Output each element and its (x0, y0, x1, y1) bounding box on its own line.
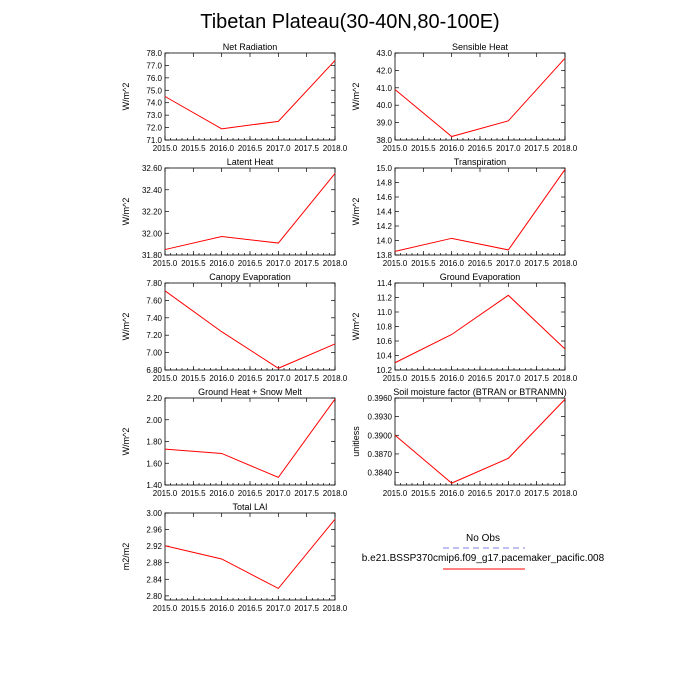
x-tick-label: 2018.0 (322, 374, 348, 383)
x-tick-label: 2016.0 (439, 489, 464, 498)
x-tick-label: 2016.0 (439, 374, 464, 383)
y-tick-label: 32.40 (141, 185, 162, 195)
series-line (395, 399, 565, 483)
x-tick-label: 2016.0 (209, 259, 234, 268)
y-tick-label: 7.20 (146, 331, 162, 341)
plot-frame (395, 283, 565, 370)
y-tick-label: 32.60 (141, 164, 162, 173)
plot-frame (165, 168, 335, 255)
x-tick-label: 2018.0 (322, 604, 348, 613)
x-tick-label: 2017.5 (294, 374, 319, 383)
series-line (165, 173, 335, 249)
y-tick-label: 2.80 (146, 591, 162, 601)
x-tick-label: 2018.0 (322, 259, 348, 268)
y-axis-label: unitless (351, 426, 361, 457)
x-tick-label: 2017.5 (294, 604, 319, 613)
panel-8 (351, 387, 578, 498)
y-tick-label: 0.3930 (367, 412, 392, 422)
x-tick-label: 2016.5 (467, 374, 493, 383)
panel-title: Ground Evaporation (439, 272, 521, 282)
x-tick-label: 2017.5 (524, 144, 549, 153)
x-tick-label: 2016.5 (467, 259, 493, 268)
y-tick-label: 14.8 (376, 178, 392, 188)
series-line (165, 60, 335, 128)
y-tick-label: 7.80 (146, 279, 162, 288)
x-tick-label: 2015.5 (181, 374, 206, 383)
y-tick-label: 39.0 (376, 118, 392, 128)
y-tick-label: 11.2 (377, 293, 392, 303)
y-tick-label: 2.96 (146, 525, 162, 535)
y-tick-label: 74.0 (146, 98, 162, 108)
y-tick-label: 73.0 (146, 111, 162, 121)
y-tick-label: 2.92 (146, 542, 162, 552)
y-tick-label: 43.0 (376, 49, 392, 58)
x-tick-label: 2018.0 (552, 259, 578, 268)
y-tick-label: 76.0 (146, 73, 162, 83)
x-tick-label: 2017.0 (496, 144, 521, 153)
y-tick-label: 31.80 (141, 251, 162, 260)
panel-6 (351, 272, 578, 383)
x-tick-label: 2016.5 (237, 374, 263, 383)
x-tick-label: 2017.0 (266, 144, 291, 153)
panel-title: Soil moisture factor (BTRAN or BTRANMN) (393, 387, 567, 397)
y-tick-label: 0.3960 (367, 394, 392, 403)
x-tick-label: 2017.5 (524, 374, 549, 383)
panel-7 (121, 387, 348, 498)
y-tick-label: 11.0 (377, 308, 392, 317)
y-tick-label: 78.0 (146, 49, 162, 58)
y-tick-label: 14.2 (376, 222, 392, 231)
panel-5 (121, 272, 348, 383)
y-axis-label: W/m^2 (121, 312, 131, 341)
x-tick-label: 2015.5 (411, 489, 436, 498)
y-tick-label: 10.4 (376, 351, 392, 361)
x-tick-label: 2015.0 (152, 604, 178, 613)
y-axis-label: m2/m2 (121, 542, 131, 571)
y-tick-label: 7.00 (146, 348, 162, 358)
x-tick-label: 2017.0 (496, 259, 521, 268)
y-tick-label: 14.4 (376, 207, 392, 217)
x-tick-label: 2015.5 (411, 144, 436, 153)
panel-title: Total LAI (232, 502, 268, 512)
plot-frame (165, 513, 335, 600)
y-tick-label: 2.88 (146, 558, 162, 568)
y-tick-label: 10.6 (376, 337, 392, 346)
plot-frame (395, 398, 565, 485)
series-line (395, 169, 565, 251)
y-tick-label: 2.84 (146, 575, 162, 585)
y-tick-label: 42.0 (376, 66, 392, 76)
y-tick-label: 1.80 (146, 437, 162, 447)
series-line (395, 58, 565, 136)
y-axis-label: W/m^2 (351, 312, 361, 341)
y-axis-label: W/m^2 (351, 197, 361, 226)
panel-title: Transpiration (453, 157, 507, 167)
x-tick-label: 2016.5 (237, 144, 263, 153)
panel-9 (121, 502, 348, 613)
legend-label-model: b.e21.BSSP370cmip6.f09_g17.pacemaker_pacific.008 (361, 553, 605, 564)
x-tick-label: 2017.0 (496, 374, 521, 383)
x-tick-label: 2016.0 (209, 604, 234, 613)
y-tick-label: 38.0 (376, 136, 392, 145)
panel-title: Ground Heat + Snow Melt (198, 387, 302, 397)
panel-title: Canopy Evaporation (209, 272, 291, 282)
x-tick-label: 2017.0 (266, 259, 291, 268)
x-tick-label: 2015.0 (382, 489, 408, 498)
x-tick-label: 2017.5 (294, 259, 319, 268)
y-tick-label: 13.8 (376, 251, 392, 260)
series-line (165, 519, 335, 588)
x-tick-label: 2018.0 (552, 144, 578, 153)
x-tick-label: 2015.0 (152, 489, 178, 498)
y-tick-label: 0.3900 (367, 431, 392, 441)
y-tick-label: 72.0 (146, 123, 162, 133)
x-tick-label: 2015.0 (152, 144, 178, 153)
y-axis-label: W/m^2 (351, 82, 361, 111)
y-tick-label: 71.0 (146, 136, 162, 145)
plot-frame (165, 283, 335, 370)
panel-title: Sensible Heat (451, 42, 509, 52)
y-tick-label: 40.0 (376, 101, 392, 111)
y-tick-label: 14.0 (376, 236, 392, 246)
y-tick-label: 41.0 (376, 83, 392, 93)
x-tick-label: 2015.0 (382, 259, 408, 268)
x-tick-label: 2017.5 (294, 489, 319, 498)
x-tick-label: 2015.5 (181, 604, 206, 613)
y-tick-label: 0.3870 (367, 449, 392, 459)
panel-1 (121, 42, 348, 153)
y-tick-label: 2.20 (146, 394, 162, 403)
x-tick-label: 2016.0 (209, 374, 234, 383)
panels (121, 42, 578, 613)
y-tick-label: 1.40 (146, 481, 162, 490)
x-tick-label: 2016.0 (439, 144, 464, 153)
y-axis-label: W/m^2 (121, 197, 131, 226)
x-tick-label: 2016.5 (237, 489, 263, 498)
plot-frame (165, 398, 335, 485)
x-tick-label: 2018.0 (322, 144, 348, 153)
x-tick-label: 2015.0 (382, 144, 408, 153)
x-tick-label: 2015.0 (382, 374, 408, 383)
x-tick-label: 2018.0 (322, 489, 348, 498)
x-tick-label: 2016.5 (237, 259, 263, 268)
y-axis-label: W/m^2 (121, 427, 131, 456)
y-tick-label: 10.8 (376, 322, 392, 332)
x-tick-label: 2015.5 (411, 374, 436, 383)
plot-frame (395, 53, 565, 140)
y-tick-label: 32.20 (141, 207, 162, 217)
series-line (165, 399, 335, 477)
legend (362, 533, 605, 569)
legend-label-no-obs: No Obs (466, 533, 500, 544)
y-tick-label: 15.0 (376, 164, 392, 173)
x-tick-label: 2016.5 (467, 489, 493, 498)
panel-3 (121, 157, 348, 268)
panel-title: Latent Heat (226, 157, 274, 167)
x-tick-label: 2017.0 (266, 604, 291, 613)
plot-frame (165, 53, 335, 140)
x-tick-label: 2015.0 (152, 374, 178, 383)
x-tick-label: 2017.0 (496, 489, 521, 498)
x-tick-label: 2018.0 (552, 374, 578, 383)
y-tick-label: 7.40 (146, 313, 162, 323)
series-line (395, 295, 565, 362)
x-tick-label: 2016.5 (467, 144, 493, 153)
x-tick-label: 2015.0 (152, 259, 178, 268)
x-tick-label: 2015.5 (181, 489, 206, 498)
panel-2 (351, 42, 578, 153)
y-tick-label: 0.3840 (367, 468, 392, 478)
y-tick-label: 11.4 (377, 279, 392, 288)
y-tick-label: 32.00 (141, 229, 162, 239)
x-tick-label: 2017.0 (266, 374, 291, 383)
x-tick-label: 2015.5 (411, 259, 436, 268)
x-tick-label: 2016.5 (237, 604, 263, 613)
panel-title: Net Radiation (222, 42, 278, 52)
y-tick-label: 6.80 (146, 366, 162, 375)
x-tick-label: 2017.0 (266, 489, 291, 498)
y-tick-label: 14.6 (376, 193, 392, 202)
x-tick-label: 2017.5 (524, 259, 549, 268)
y-tick-label: 1.60 (146, 459, 162, 469)
y-tick-label: 7.60 (146, 296, 162, 306)
panel-4 (351, 157, 578, 268)
x-tick-label: 2016.0 (209, 144, 234, 153)
y-axis-label: W/m^2 (121, 82, 131, 111)
y-tick-label: 75.0 (146, 86, 162, 96)
y-tick-label: 10.2 (376, 366, 392, 375)
y-tick-label: 3.00 (146, 509, 162, 518)
x-tick-label: 2017.5 (524, 489, 549, 498)
figure-title: Tibetan Plateau(30-40N,80-100E) (200, 11, 500, 33)
x-tick-label: 2016.0 (209, 489, 234, 498)
x-tick-label: 2015.5 (181, 144, 206, 153)
x-tick-label: 2016.0 (439, 259, 464, 268)
x-tick-label: 2018.0 (552, 489, 578, 498)
plot-frame (395, 168, 565, 255)
x-tick-label: 2017.5 (294, 144, 319, 153)
x-tick-label: 2015.5 (181, 259, 206, 268)
y-tick-label: 2.00 (146, 415, 162, 425)
y-tick-label: 77.0 (146, 61, 162, 71)
series-line (165, 291, 335, 368)
